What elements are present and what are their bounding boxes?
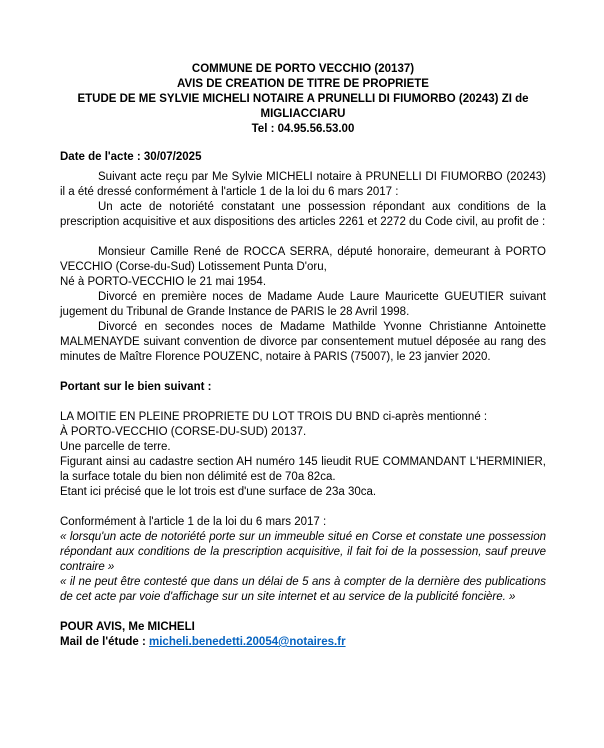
date-acte: Date de l'acte : 30/07/2025 xyxy=(60,151,202,163)
document-header xyxy=(60,62,546,137)
header-etude: ETUDE DE ME SYLVIE MICHELI NOTAIRE A PRUNELLI DI FIUMORBO (20243) ZI de MIGLIACCIARU xyxy=(77,93,529,120)
paragraph-divorce-premieres-noces: Divorcé en première noces de Madame Aude Laure Mauricette GUEUTIER suivant jugement du Tribunal de Grande Instance de PARIS le 28 Avril 1998. xyxy=(60,291,546,318)
paragraph-divorce-secondes-noces: Divorcé en secondes noces de Madame Mathilde Yvonne Christianne Antoinette MALMENAYDE suivant convention de divorce par consentement mutuel déposée au rang des minutes de Maître Florence POUZENC, notaire à PARIS (75007), le 23 janvier 2020. xyxy=(60,321,546,363)
bien-parcelle: Une parcelle de terre. xyxy=(60,441,171,453)
paragraph-suivant-acte: Suivant acte reçu par Me Sylvie MICHELI notaire à PRUNELLI DI FIUMORBO (20243) il a été dressé conformément à l'article 1 de la loi du 6 mars 2017 : xyxy=(60,171,546,198)
citation-loi-1: « lorsqu'un acte de notoriété porte sur un immeuble situé en Corse et constate une possession répondant aux conditions de la prescription acquisitive, il fait foi de la possession, sauf preuve contraire » xyxy=(60,531,546,573)
header-telephone: Tel : 04.95.56.53.00 xyxy=(251,123,355,135)
pour-avis-signature: POUR AVIS, Me MICHELI xyxy=(60,621,195,633)
mail-label: Mail de l'étude : xyxy=(60,636,149,648)
mail-line xyxy=(60,635,546,650)
bien-moitie-propriete: LA MOITIE EN PLEINE PROPRIETE DU LOT TROIS DU BND ci-après mentionné : xyxy=(60,411,488,423)
header-commune: COMMUNE DE PORTO VECCHIO (20137) xyxy=(191,63,415,75)
bien-precision-surface: Etant ici précisé que le lot trois est d'une surface de 23a 30ca. xyxy=(60,486,377,498)
paragraph-acte-notoriete: Un acte de notoriété constatant une possession répondant aux conditions de la prescription acquisitive et aux dispositions des articles 2261 et 2272 du Code civil, au profit de : xyxy=(60,201,546,228)
header-avis-title: AVIS DE CREATION DE TITRE DE PROPRIETE xyxy=(177,78,429,90)
citation-loi-2: « il ne peut être contesté que dans un délai de 5 ans à compter de la dernière des publications de cet acte par voie d'affichage sur un site internet et au service de la publicité foncière. » xyxy=(60,576,546,603)
paragraph-naissance: Né à PORTO-VECCHIO le 21 mai 1954. xyxy=(60,276,267,288)
paragraph-monsieur: Monsieur Camille René de ROCCA SERRA, député honoraire, demeurant à PORTO VECCHIO (Corse-du-Sud) Lotissement Punta D'oru, xyxy=(60,246,546,273)
mail-link[interactable]: micheli.benedetti.20054@notaires.fr xyxy=(149,636,346,648)
bien-commune-ligne: À PORTO-VECCHIO (CORSE-DU-SUD) 20137. xyxy=(60,426,307,438)
conformement-intro: Conformément à l'article 1 de la loi du 6 mars 2017 : xyxy=(60,516,327,528)
bien-cadastre: Figurant ainsi au cadastre section AH numéro 145 lieudit RUE COMMANDANT L'HERMINIER, la surface totale du bien non délimité est de 70a 82ca. xyxy=(60,456,546,483)
portant-bien-heading: Portant sur le bien suivant : xyxy=(60,381,212,393)
